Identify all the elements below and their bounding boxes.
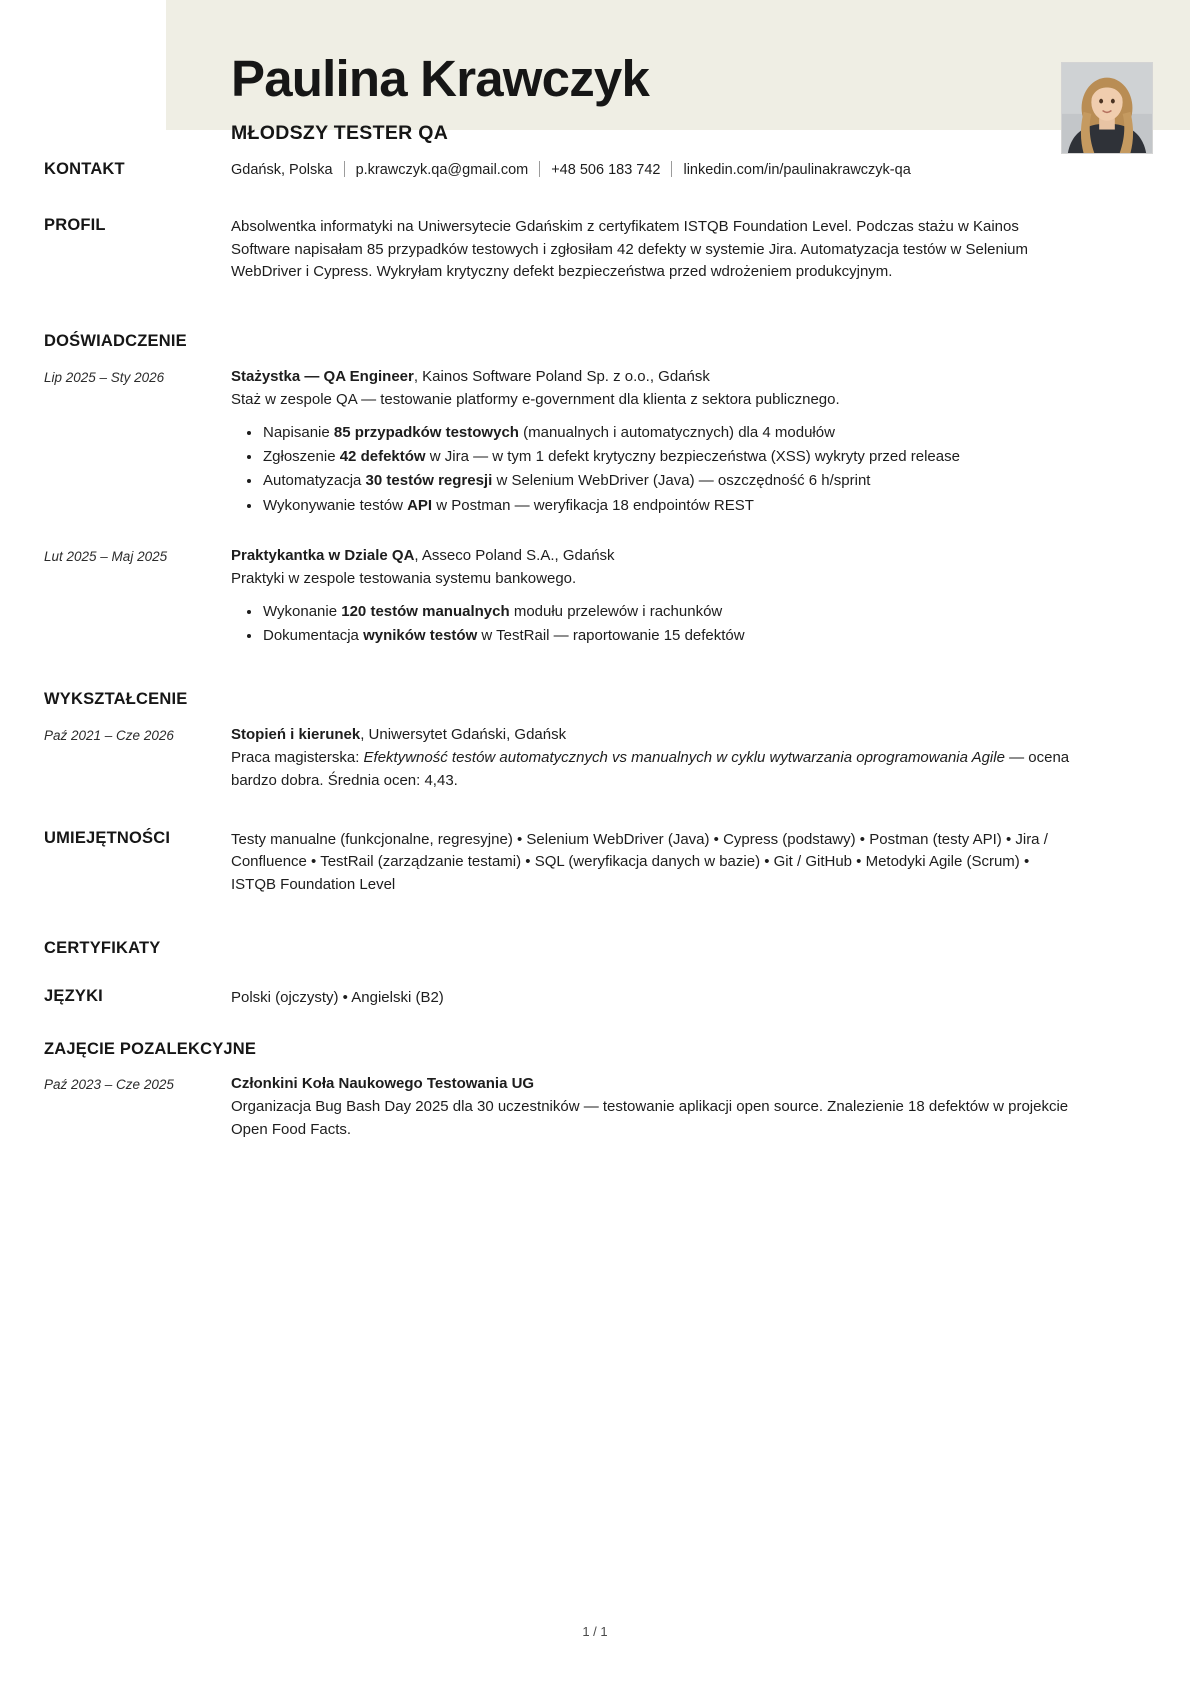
skills-text: Testy manualne (funkcjonalne, regresyjne) • Selenium WebDriver (Java) • Cypress (podstawy) • Postman (testy API) • Jira / Confluence • TestRail (zarządzanie testami) • SQL (weryfikacja danych w bazie) • Git / GitHub • Metodyki Agile (Scrum) • ISTQB Foundation Level xyxy=(231,830,1048,894)
thesis-title: Efektywność testów automatycznych vs manualnych w cyklu wytwarzania oprogramowania Agile xyxy=(363,749,1005,767)
candidate-name: Paulina Krawczyk xyxy=(231,50,650,107)
education-date-col xyxy=(0,724,231,745)
bullet-pre: Dokumentacja xyxy=(263,627,364,645)
bullet-post: w Jira — w tym 1 defekt krytyczny bezpieczeństwa (XSS) wykryty przed release xyxy=(425,447,960,465)
section-zajecie-label-col xyxy=(0,1039,257,1060)
section-label-doswiadczenie: DOŚWIADCZENIE xyxy=(44,332,187,351)
languages-text: Polski (ojczysty) • Angielski (B2) xyxy=(231,988,444,1006)
experience-daterange: Lip 2025 – Sty 2026 xyxy=(44,369,165,385)
extracurricular-title-text: Członkini Koła Naukowego Testowania UG xyxy=(231,1075,535,1093)
bullet-strong: 30 testów regresji xyxy=(365,472,493,490)
bullet-pre: Wykonywanie testów xyxy=(263,496,408,514)
contact-linkedin[interactable]: linkedin.com/in/paulinakrawczyk-qa xyxy=(683,162,911,178)
experience-bullet xyxy=(261,421,1070,444)
contact-phone[interactable]: +48 506 183 742 xyxy=(551,162,661,178)
bullet-post: (manualnych i automatycznych) dla 4 modułów xyxy=(518,423,835,441)
experience-title-line xyxy=(231,545,1070,568)
education-school: , Uniwersytet Gdański, Gdańsk xyxy=(360,726,567,744)
section-label-certyfikaty: CERTYFIKATY xyxy=(44,939,161,958)
experience-role: Praktykantka w Dziale QA xyxy=(231,547,415,565)
experience-role: Stażystka — QA Engineer xyxy=(231,367,414,385)
experience-entry xyxy=(0,545,1190,648)
contact-separator xyxy=(671,161,672,177)
experience-daterange: Lut 2025 – Maj 2025 xyxy=(44,549,168,565)
resume-body xyxy=(0,160,1190,1142)
section-jezyki xyxy=(0,987,1190,1010)
experience-company: , Asseco Poland S.A., Gdańsk xyxy=(414,547,615,565)
experience-title-line xyxy=(231,366,1070,389)
section-profil-content xyxy=(231,216,1190,284)
extracurricular-title xyxy=(231,1073,1070,1096)
section-label-profil: PROFIL xyxy=(44,215,106,234)
experience-summary: Staż w zespole QA — testowanie platformy e-government dla klienta z sektora publicznego. xyxy=(231,390,840,408)
extracurricular-entry xyxy=(0,1073,1190,1141)
section-wyksztalcenie-header xyxy=(0,690,1190,710)
bullet-strong: 42 defektów xyxy=(339,447,426,465)
section-doswiadczenie-header xyxy=(0,332,1190,352)
experience-bullet-list xyxy=(231,600,1070,648)
thesis-suffix: — ocena bardzo dobra. Średnia ocen: 4,43. xyxy=(231,749,1070,789)
section-profil xyxy=(0,216,1190,284)
section-kontakt-label-col xyxy=(0,160,231,180)
section-label-zajecie-pozalekcyjne: ZAJĘCIE POZALEKCYJNE xyxy=(44,1039,257,1058)
extracurricular-detail-col xyxy=(231,1073,1190,1141)
thesis-prefix: Praca magisterska: xyxy=(231,749,364,767)
bullet-strong: 120 testów manualnych xyxy=(341,602,510,620)
contact-email[interactable]: p.krawczyk.qa@gmail.com xyxy=(355,162,529,178)
section-certyfikaty-label-col xyxy=(0,939,231,959)
bullet-strong: API xyxy=(407,496,433,514)
section-label-wyksztalcenie: WYKSZTAŁCENIE xyxy=(44,690,188,709)
education-degree: Stopień i kierunek xyxy=(231,726,361,744)
bullet-pre: Zgłoszenie xyxy=(263,447,340,465)
section-umiejetnosci-label-col xyxy=(0,829,231,849)
section-jezyki-label-col xyxy=(0,987,231,1007)
avatar-illustration xyxy=(1062,63,1152,153)
bullet-post: modułu przelewów i rachunków xyxy=(509,602,723,620)
contact-location: Gdańsk, Polska xyxy=(231,162,333,178)
section-kontakt xyxy=(0,160,1190,182)
experience-bullet xyxy=(261,624,1070,647)
section-profil-label-col xyxy=(0,216,231,236)
bullet-post: w TestRail — raportowanie 15 defektów xyxy=(477,627,745,645)
section-label-jezyki: JĘZYKI xyxy=(44,986,103,1005)
section-doswiadczenie-label-col xyxy=(0,332,231,352)
experience-bullet xyxy=(261,600,1070,623)
experience-bullet xyxy=(261,445,1070,468)
experience-bullet xyxy=(261,469,1070,492)
education-daterange: Paź 2021 – Cze 2026 xyxy=(44,728,174,744)
section-zajecie-header xyxy=(0,1040,1190,1060)
education-thesis-line xyxy=(231,747,1070,793)
bullet-post: w Selenium WebDriver (Java) — oszczędność 6 h/sprint xyxy=(492,472,871,490)
section-umiejetnosci xyxy=(0,829,1190,897)
section-wyksztalcenie-label-col xyxy=(0,690,231,710)
profile-photo xyxy=(1061,62,1153,154)
education-entry xyxy=(0,724,1190,792)
bullet-post: w Postman — weryfikacja 18 endpointów REST xyxy=(432,496,754,514)
experience-bullet-list xyxy=(231,421,1070,518)
contact-line xyxy=(231,160,1070,182)
section-kontakt-content xyxy=(231,160,1190,182)
bullet-pre: Wykonanie xyxy=(263,602,342,620)
experience-detail-col xyxy=(231,366,1190,518)
experience-bullet xyxy=(261,494,1070,517)
bullet-strong: 85 przypadków testowych xyxy=(333,423,519,441)
bullet-strong: wyników testów xyxy=(363,627,478,645)
education-title-line xyxy=(231,724,1070,747)
education-detail-col xyxy=(231,724,1190,792)
contact-separator xyxy=(344,161,345,177)
bullet-pre: Napisanie xyxy=(263,423,334,441)
section-certyfikaty xyxy=(0,939,1190,959)
experience-detail-col xyxy=(231,545,1190,648)
section-label-kontakt: KONTAKT xyxy=(44,160,125,178)
experience-entry xyxy=(0,366,1190,518)
candidate-job-title: MŁODSZY TESTER QA xyxy=(231,122,449,144)
experience-date-col xyxy=(0,545,231,566)
extracurricular-description: Organizacja Bug Bash Day 2025 dla 30 uczestników — testowanie aplikacji open source. Znalezienie 18 defektów w projekcie Open Food Facts. xyxy=(231,1098,1069,1139)
section-label-umiejetnosci: UMIEJĘTNOŚCI xyxy=(44,828,171,847)
section-umiejetnosci-content xyxy=(231,829,1190,897)
experience-company: , Kainos Software Poland Sp. z o.o., Gdańsk xyxy=(413,367,710,385)
bullet-pre: Automatyzacja xyxy=(263,472,366,490)
extracurricular-daterange: Paź 2023 – Cze 2025 xyxy=(44,1077,174,1093)
page-indicator: 1 / 1 xyxy=(582,1624,608,1639)
resume-header xyxy=(0,0,1190,144)
contact-separator xyxy=(539,161,540,177)
experience-summary: Praktyki w zespole testowania systemu bankowego. xyxy=(231,569,577,587)
profile-summary-text: Absolwentka informatyki na Uniwersytecie Gdańskim z certyfikatem ISTQB Foundation Level. Podczas stażu w Kainos Software napisałam 85 przypadków testowych i zgłosiłam 42 defekty w systemie Jira. Automatyzacja testów w Selenium WebDriver i Cypress. Wykryłam krytyczny defekt bezpieczeństwa przed wdrożeniem produkcyjnym. xyxy=(231,217,1029,281)
extracurricular-date-col xyxy=(0,1073,231,1094)
experience-date-col xyxy=(0,366,231,387)
section-jezyki-content xyxy=(231,987,1190,1010)
